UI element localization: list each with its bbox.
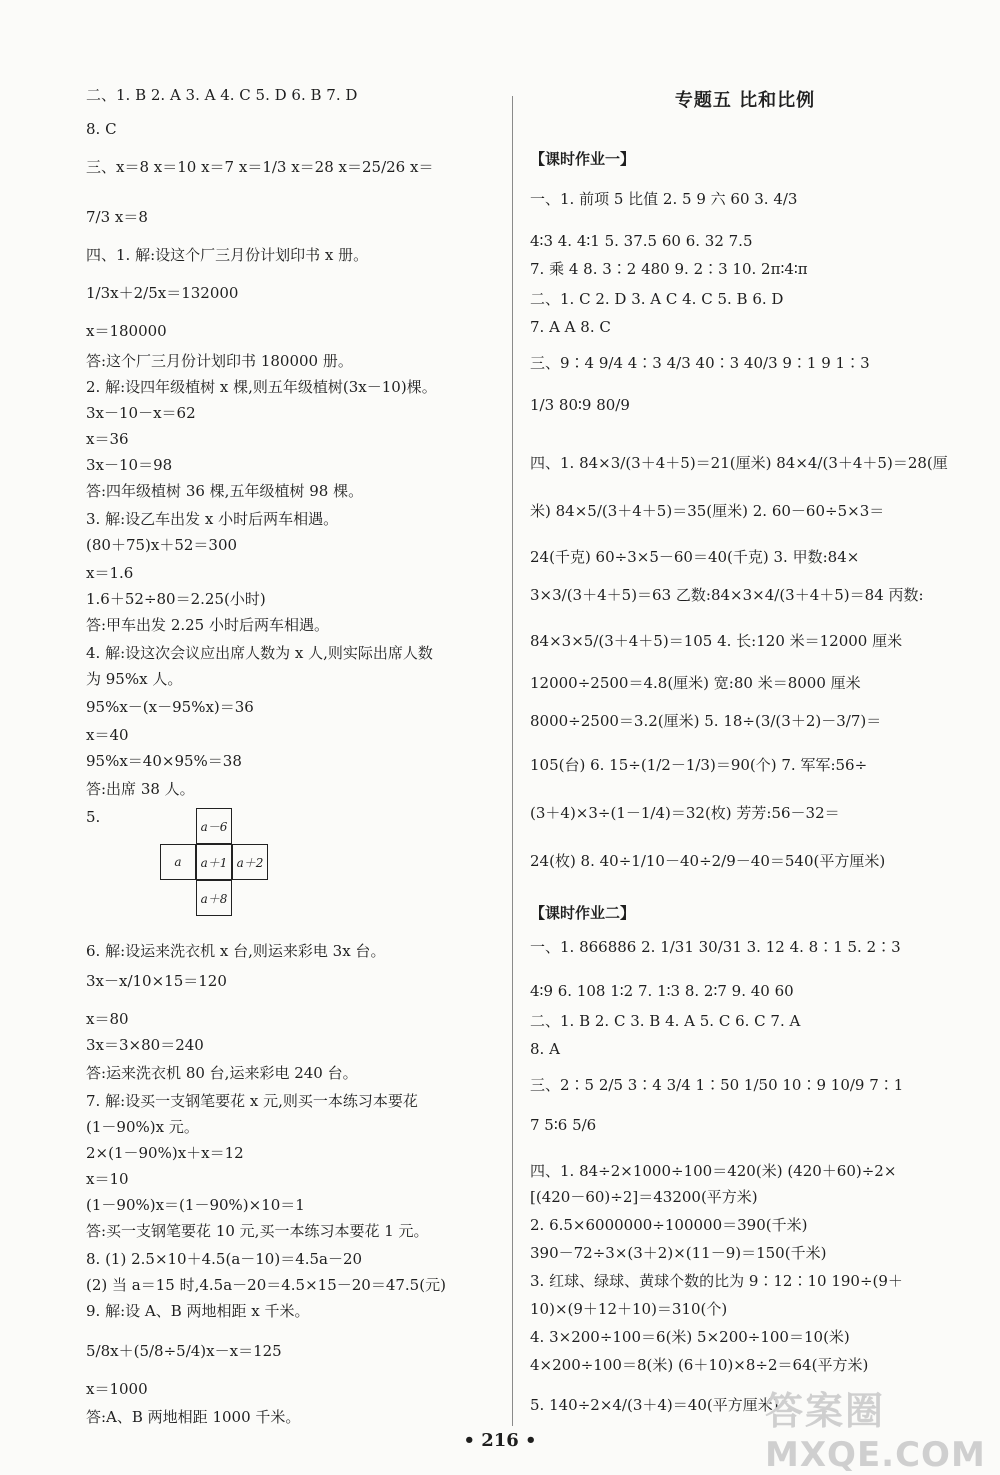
left_lines-line: 3. 解:设乙车出发 x 小时后两车相遇。 [86,510,339,528]
left_lines-line: 答:A、B 两地相距 1000 千米。 [86,1408,301,1426]
right_lines-line: 10)×(9＋12＋10)＝310(个) [530,1300,728,1318]
left_lines-line: 3x－x/10×15＝120 [86,972,227,990]
left_lines-line: 二、1. B 2. A 3. A 4. C 5. D 6. B 7. D [86,86,358,104]
section-title: 专题五 比和比例 [674,90,816,111]
right_lines-line: 1/3 80∶9 80/9 [530,396,630,414]
left_lines-line: 答:四年级植树 36 棵,五年级植树 98 棵。 [86,482,364,500]
right_lines-line: 5. 140÷2×4/(3＋4)＝40(平方厘米) [530,1396,779,1414]
left_lines-line: x＝40 [86,726,129,744]
left_lines-line: 答:甲车出发 2.25 小时后两车相遇。 [86,616,329,634]
left_lines-line: 四、1. 解:设这个厂三月份计划印书 x 册。 [86,246,369,264]
right_lines-line: 一、1. 866886 2. 1/31 30/31 3. 12 4. 8∶1 5. 2∶3 [530,938,901,956]
right_lines-line: 一、1. 前项 5 比值 2. 5 9 六 60 3. 4/3 [530,190,798,208]
grid-cell-left: a [160,844,196,880]
left_lines-line: x＝1.6 [86,564,134,582]
left_lines-line: 8. C [86,120,117,138]
right_lines-line: 4. 3×200÷100＝6(米) 5×200÷100＝10(米) [530,1328,850,1346]
right_lines-line: 四、1. 84÷2×1000÷100＝420(米) (420＋60)÷2× [530,1162,897,1180]
left_lines-line: (80＋75)x＋52＝300 [86,536,238,554]
right_lines-line: 三、9∶4 9/4 4∶3 4/3 40∶3 40/3 9∶1 9 1∶3 [530,354,870,372]
right_lines-line: 3. 红球、绿球、黄球个数的比为 9∶12∶10 190÷(9＋ [530,1272,903,1290]
right_lines-line: 2. 6.5×6000000÷100000＝390(千米) [530,1216,808,1234]
net-grid [122,808,264,930]
left_lines-line: 3x＝3×80＝240 [86,1036,204,1054]
right_lines-line: [(420－60)÷2]＝43200(平方米) [530,1188,758,1206]
right_lines-line: 四、1. 84×3/(3＋4＋5)＝21(厘米) 84×4/(3＋4＋5)＝28(厘 [530,454,948,472]
left_lines-line: 95%x＝40×95%＝38 [86,752,242,770]
right_lines-line: 【课时作业一】 [530,150,636,168]
left_lines-line: 8. (1) 2.5×10＋4.5(a－10)＝4.5a－20 [86,1250,363,1268]
left_lines-line: 95%x－(x－95%x)＝36 [86,698,254,716]
left_lines-line: 三、x＝8 x＝10 x＝7 x＝1/3 x＝28 x＝25/26 x＝ [86,158,434,176]
left_lines-line: (1－90%)x 元。 [86,1118,199,1136]
right_lines-line: 米) 84×5/(3＋4＋5)＝35(厘米) 2. 60－60÷5×3＝ [530,502,885,520]
left_lines-line: 答:运来洗衣机 80 台,运来彩电 240 台。 [86,1064,358,1082]
watermark-bottom: MXQE.COM [765,1435,986,1475]
right_lines-line: 4∶9 6. 108 1∶2 7. 1∶3 8. 2∶7 9. 40 60 [530,982,794,1000]
right_lines-line: 24(千克) 60÷3×5－60＝40(千克) 3. 甲数:84× [530,548,860,566]
left_lines-line: x＝10 [86,1170,129,1188]
left_lines-line: 3x－10－x＝62 [86,404,196,422]
left_lines-line: 1/3x＋2/5x＝132000 [86,284,239,302]
left_lines-line: 答:买一支钢笔要花 10 元,买一本练习本要花 1 元。 [86,1222,429,1240]
right_lines-line: 三、2∶5 2/5 3∶4 3/4 1∶50 1/50 10∶9 10/9 7∶1 [530,1076,904,1094]
left_lines-line: 答:出席 38 人。 [86,780,195,798]
left_lines-line: 5. [86,808,101,826]
left_lines-line: 3x－10＝98 [86,456,173,474]
left_lines-line: 9. 解:设 A、B 两地相距 x 千米。 [86,1302,310,1320]
left_lines-line: 6. 解:设运来洗衣机 x 台,则运来彩电 3x 台。 [86,942,386,960]
left_lines-line: (1－90%)x＝(1－90%)×10＝1 [86,1196,305,1214]
right_lines-line: 4×200÷100＝8(米) (6＋10)×8÷2＝64(平方米) [530,1356,869,1374]
left_lines-line: 7/3 x＝8 [86,208,148,226]
left_lines-line: 答:这个厂三月份计划印书 180000 册。 [86,352,353,370]
right_lines-line: 4∶3 4. 4∶1 5. 37.5 60 6. 32 7.5 [530,232,753,250]
left_lines-line: x＝180000 [86,322,167,340]
left_lines-line: (2) 当 a＝15 时,4.5a－20＝4.5×15－20＝47.5(元) [86,1276,446,1294]
right_lines-line: 【课时作业二】 [530,904,636,922]
grid-cell-right: a＋2 [232,844,268,880]
right_lines-line: 7. 乘 4 8. 3∶2 480 9. 2∶3 10. 2π∶4∶π [530,260,808,278]
grid-cell-top: a－6 [196,808,232,844]
left_lines-line: x＝80 [86,1010,129,1028]
page-number: • 216 • [463,1430,537,1451]
grid-cell-bottom: a＋8 [196,880,232,916]
watermark-logo [765,1380,986,1475]
right_lines-line: 3×3/(3＋4＋5)＝63 乙数:84×3×4/(3＋4＋5)＝84 丙数: [530,586,924,604]
left_lines-line: x＝36 [86,430,129,448]
right_lines-line: 105(台) 6. 15÷(1/2－1/3)＝90(个) 7. 军军:56÷ [530,756,868,774]
left_lines-line: 4. 解:设这次会议应出席人数为 x 人,则实际出席人数 [86,644,433,662]
right_lines-line: 24(枚) 8. 40÷1/10－40÷2/9－40＝540(平方厘米) [530,852,886,870]
left_lines-line: 5/8x＋(5/8÷5/4)x－x＝125 [86,1342,282,1360]
watermark-top: 答案圈 [765,1389,886,1433]
grid-cell-center: a＋1 [196,844,232,880]
right_lines-line: 二、1. B 2. C 3. B 4. A 5. C 6. C 7. A [530,1012,801,1030]
right_lines-line: 84×3×5/(3＋4＋5)＝105 4. 长:120 米＝12000 厘米 [530,632,903,650]
column-divider [512,96,513,1426]
right_lines-line: 8. A [530,1040,560,1058]
left_lines-line: 7. 解:设买一支钢笔要花 x 元,则买一本练习本要花 [86,1092,418,1110]
left_lines-line: 2×(1－90%)x＋x＝12 [86,1144,244,1162]
left_lines-line: x＝1000 [86,1380,148,1398]
right_lines-line: 二、1. C 2. D 3. A C 4. C 5. B 6. D [530,290,784,308]
right_lines-line: 12000÷2500＝4.8(厘米) 宽:80 米＝8000 厘米 [530,674,861,692]
right_lines-line: (3＋4)×3÷(1－1/4)＝32(枚) 芳芳:56－32＝ [530,804,840,822]
left_lines-line: 1.6＋52÷80＝2.25(小时) [86,590,266,608]
right_lines-line: 8000÷2500＝3.2(厘米) 5. 18÷(3/(3＋2)－3/7)＝ [530,712,882,730]
right_lines-line: 7 5∶6 5/6 [530,1116,597,1134]
left_lines-line: 为 95%x 人。 [86,670,183,688]
right_lines-line: 390－72÷3×(3＋2)×(11－9)＝150(千米) [530,1244,827,1262]
left_lines-line: 2. 解:设四年级植树 x 棵,则五年级植树(3x－10)棵。 [86,378,437,396]
right_lines-line: 7. A A 8. C [530,318,611,336]
